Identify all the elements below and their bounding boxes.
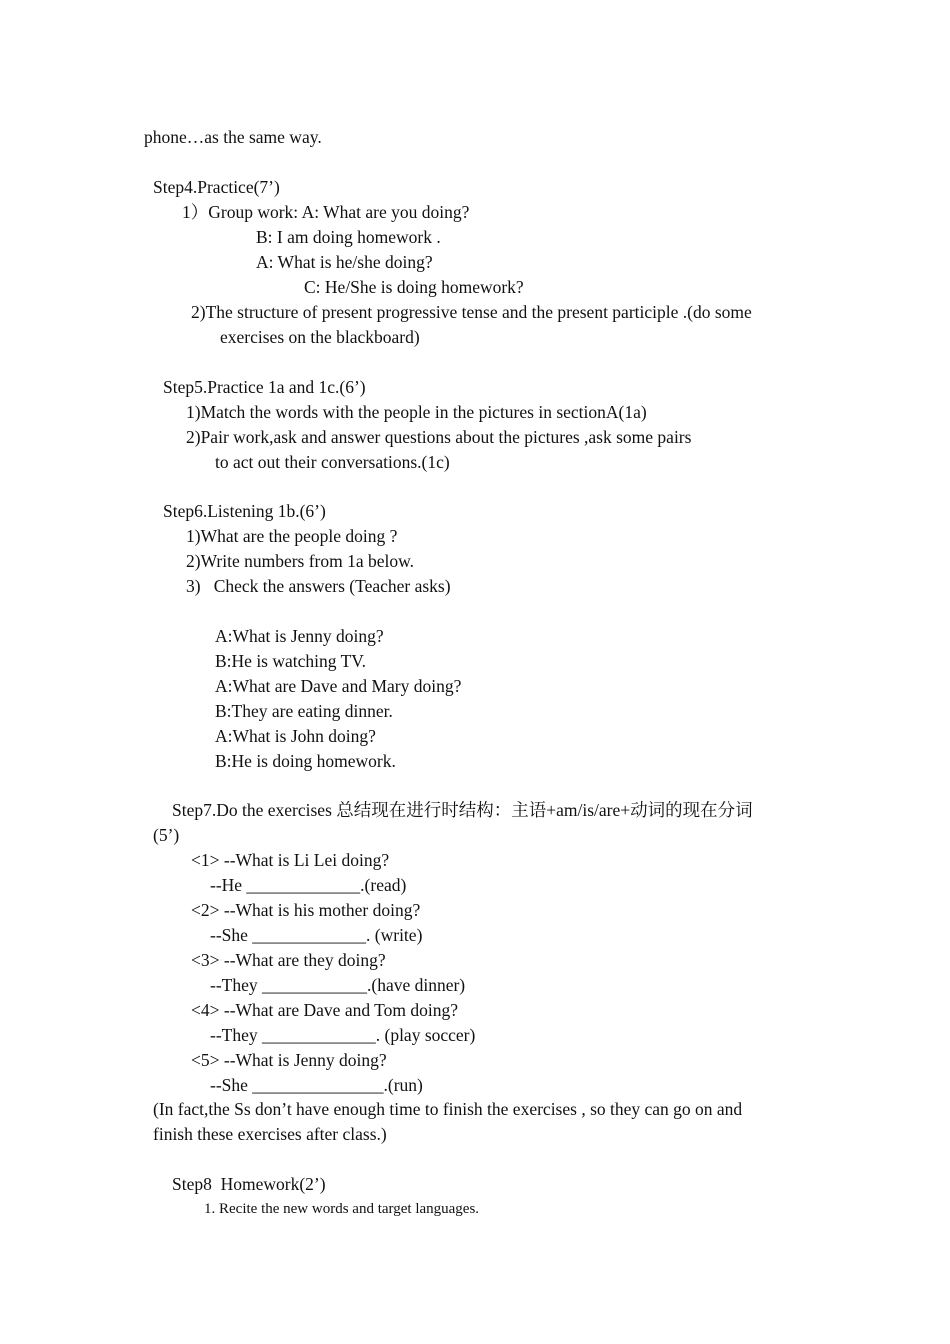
exercise-answer-blank: --She _____________. (write)	[210, 925, 423, 945]
step4-dialogue-line: A: What is he/she doing?	[256, 252, 433, 272]
step5-item-1: 1)Match the words with the people in the pictures in sectionA(1a)	[186, 402, 647, 422]
step6-dialogue-line: B:He is watching TV.	[215, 651, 367, 671]
step6-item-3: 3) Check the answers (Teacher asks)	[186, 576, 451, 596]
step6-dialogue-line: A:What are Dave and Mary doing?	[215, 676, 462, 696]
step7-heading-continued: (5’)	[153, 825, 180, 845]
exercise-question: <2> --What is his mother doing?	[191, 900, 421, 920]
step6-dialogue-line: A:What is Jenny doing?	[215, 626, 384, 646]
step4-heading: Step4.Practice(7’)	[153, 177, 280, 197]
exercise-answer-blank: --She _______________.(run)	[210, 1075, 423, 1095]
step6-heading: Step6.Listening 1b.(6’)	[163, 501, 326, 521]
text-line-continuation: phone…as the same way.	[144, 127, 322, 147]
step7-heading: Step7.Do the exercises 总结现在进行时结构：主语+am/is/are+动词的现在分词	[172, 800, 753, 820]
step8-heading: Step8 Homework(2’)	[172, 1174, 326, 1194]
homework-item-1: 1. Recite the new words and target languages.	[204, 1201, 480, 1217]
exercise-answer-blank: --They ____________.(have dinner)	[210, 975, 466, 995]
step4-item-1: 1）Group work: A: What are you doing?	[182, 202, 470, 222]
exercise-question: <1> --What is Li Lei doing?	[191, 850, 390, 870]
exercise-note-continued: finish these exercises after class.)	[153, 1124, 387, 1144]
exercise-answer-blank: --They _____________. (play soccer)	[210, 1025, 476, 1045]
step4-dialogue-line: B: I am doing homework .	[256, 227, 441, 247]
exercise-question: <4> --What are Dave and Tom doing?	[191, 1000, 458, 1020]
exercise-question: <3> --What are they doing?	[191, 950, 386, 970]
step6-dialogue-line: B:They are eating dinner.	[215, 701, 393, 721]
step4-item-2-continued: exercises on the blackboard)	[220, 327, 420, 347]
step5-item-2-continued: to act out their conversations.(1c)	[215, 452, 450, 472]
step6-dialogue-line: A:What is John doing?	[215, 726, 376, 746]
step6-item-2: 2)Write numbers from 1a below.	[186, 551, 415, 571]
exercise-question: <5> --What is Jenny doing?	[191, 1050, 387, 1070]
step4-dialogue-line: C: He/She is doing homework?	[304, 277, 524, 297]
step5-item-2: 2)Pair work,ask and answer questions about the pictures ,ask some pairs	[186, 427, 692, 447]
step6-dialogue-line: B:He is doing homework.	[215, 751, 396, 771]
exercise-answer-blank: --He _____________.(read)	[210, 875, 407, 895]
step6-item-1: 1)What are the people doing ?	[186, 526, 398, 546]
step5-heading: Step5.Practice 1a and 1c.(6’)	[163, 377, 366, 397]
step4-item-2: 2)The structure of present progressive tense and the present participle .(do some	[191, 302, 752, 322]
exercise-note: (In fact,the Ss don’t have enough time to finish the exercises , so they can go on and	[153, 1099, 743, 1119]
